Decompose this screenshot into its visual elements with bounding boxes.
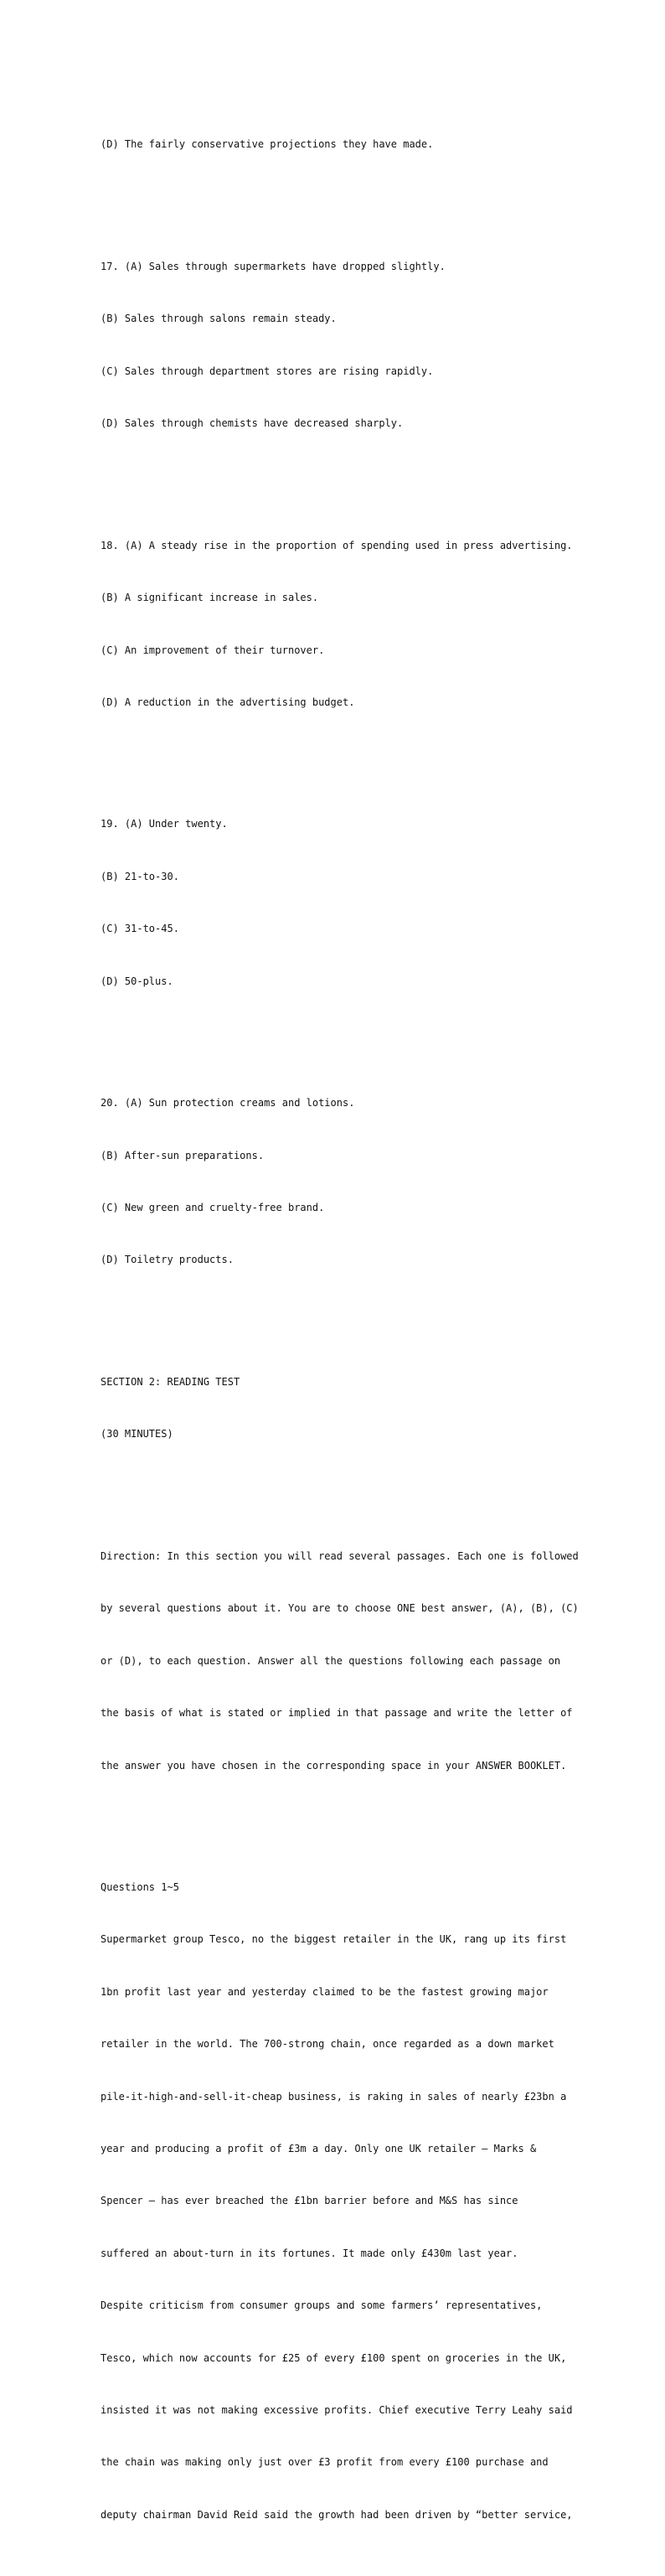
blank-line (101, 746, 570, 763)
q18-option-a: 18. (A) A steady rise in the proportion of spending used in press advertising. (101, 539, 573, 551)
passage-line: Supermarket group Tesco, no the biggest retailer in the UK, rang up its first (101, 1933, 567, 1946)
direction-line: by several questions about it. You are to choose ONE best answer, (A), (B), (C) (101, 1602, 579, 1615)
q18-option-d: (D) A reduction in the advertising budget. (101, 696, 355, 708)
passage-line: 1bn profit last year and yesterday claimed to be the fastest growing major (101, 1985, 549, 1998)
passage-heading: Questions 1~5 (101, 1881, 179, 1894)
section-duration: (30 MINUTES) (101, 1428, 173, 1441)
direction-line: the basis of what is stated or implied in that passage and write the letter of (101, 1707, 573, 1720)
direction-line: Direction: In this section you will read several passages. Each one is followed (101, 1549, 579, 1562)
direction-line: the answer you have chosen in the corresponding space in your ANSWER BOOKLET. (101, 1759, 567, 1772)
q17-option-b: (B) Sales through salons remain steady. (101, 313, 337, 325)
passage-line: Tesco, which now accounts for £25 of every £100 spent on groceries in the UK, (101, 2351, 567, 2364)
passage-line: pile-it-high-and-sell-it-cheap business, is raking in sales of nearly £23bn a (101, 2090, 567, 2103)
passage-line: Despite criticism from consumer groups and some farmers’ representatives, (101, 2299, 543, 2312)
section-title: SECTION 2: READING TEST (101, 1375, 240, 1388)
passage-line: retailer in the world. The 700-strong chain, once regarded as a down market (101, 2038, 554, 2051)
blank-line (101, 1304, 570, 1322)
blank-line (101, 1025, 570, 1042)
q20-option-d: (D) Toiletry products. (101, 1254, 234, 1266)
passage-line: Spencer – has ever breached the £1bn barrier before and M&S has since (101, 2195, 518, 2207)
passage-line: suffered an about-turn in its fortunes. It made only £430m last year. (101, 2247, 518, 2259)
blank-line (101, 1478, 570, 1496)
passage-line: the chain was making only just over £3 profit from every £100 purchase and (101, 2456, 549, 2469)
q17-option-c: (C) Sales through department stores are rising rapidly. (101, 365, 434, 377)
q20-option-c: (C) New green and cruelty-free brand. (101, 1202, 325, 1213)
q19-option-c: (C) 31-to-45. (101, 923, 179, 935)
blank-line (101, 189, 570, 206)
q18-option-b: (B) A significant increase in sales. (101, 592, 319, 604)
blank-line (101, 468, 570, 485)
blank-line (101, 1809, 570, 1827)
passage-line: year and producing a profit of £3m a day. Only one UK retailer – Marks & (101, 2143, 537, 2155)
q20-option-a: 20. (A) Sun protection creams and lotions. (101, 1097, 355, 1110)
q16-option-d: (D) The fairly conservative projections they have made. (101, 138, 434, 151)
q18-option-c: (C) An improvement of their turnover. (101, 644, 325, 656)
q19-option-b: (B) 21-to-30. (101, 870, 179, 882)
q20-option-b: (B) After-sun preparations. (101, 1149, 265, 1161)
passage-line: deputy chairman David Reid said the growth had been driven by “better service, (101, 2508, 573, 2521)
q17-option-a: 17. (A) Sales through supermarkets have dropped slightly. (101, 260, 446, 272)
q19-option-a: 19. (A) Under twenty. (101, 818, 228, 830)
q17-option-d: (D) Sales through chemists have decreased sharply. (101, 417, 404, 430)
passage-line: insisted it was not making excessive profits. Chief executive Terry Leahy said (101, 2403, 573, 2416)
direction-line: or (D), to each question. Answer all the questions following each passage on (101, 1654, 561, 1667)
document-body (101, 84, 579, 2576)
q19-option-d: (D) 50-plus. (101, 975, 173, 987)
